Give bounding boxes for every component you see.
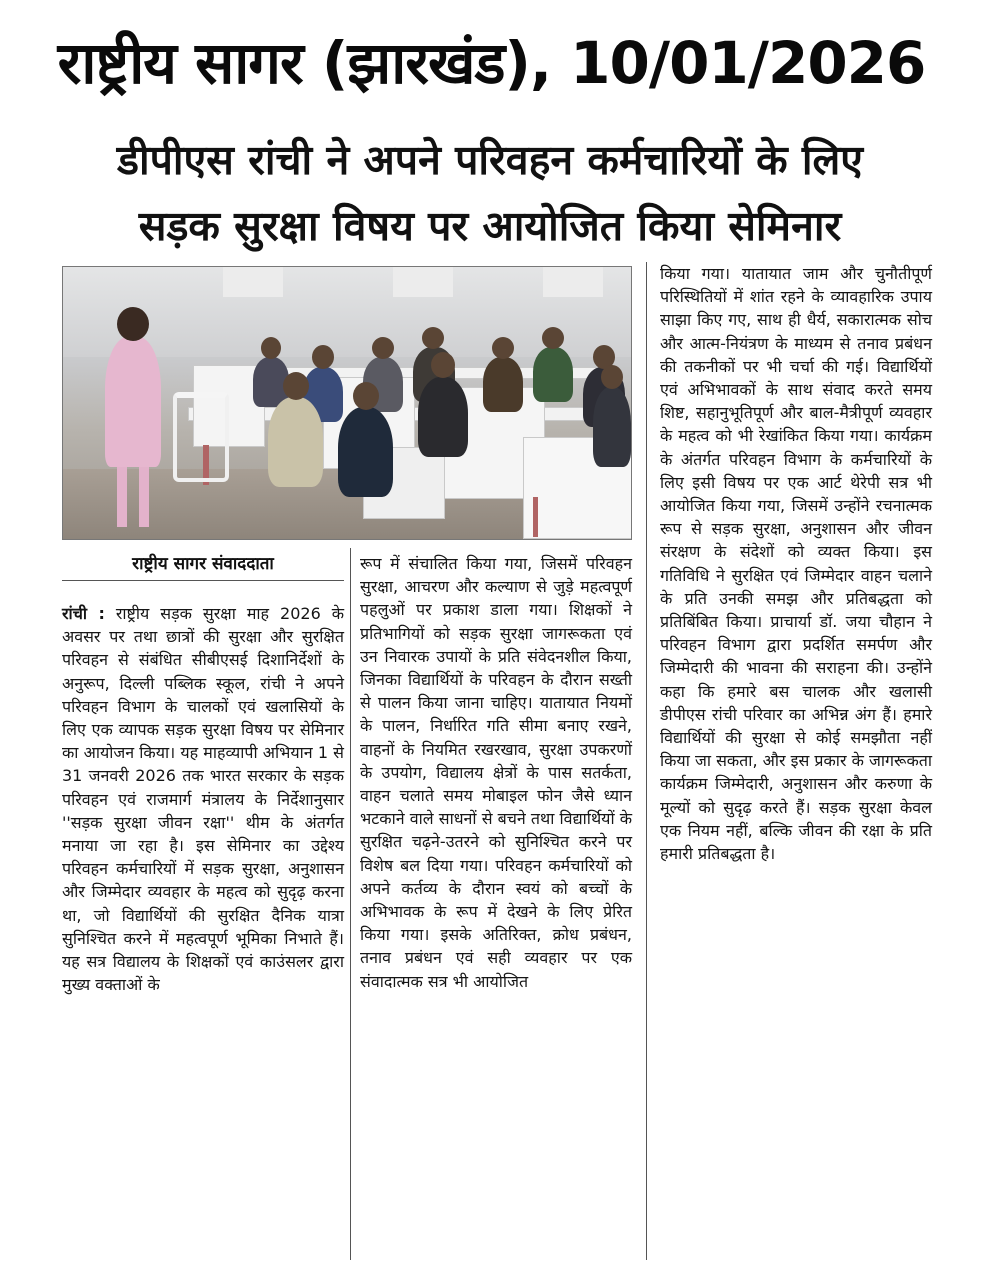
- newspaper-masthead: राष्ट्रीय सागर (झारखंड), 10/01/2026: [57, 28, 926, 97]
- headline-line-2: सड़क सुरक्षा विषय पर आयोजित किया सेमिनार: [138, 202, 842, 250]
- article-column-2: [360, 552, 632, 993]
- byline: राष्ट्रीय सागर संवाददाता: [132, 554, 274, 574]
- byline-rule: [62, 580, 344, 581]
- column-rule: [350, 548, 351, 1260]
- column-rule: [646, 262, 647, 1260]
- dateline: रांची :: [62, 604, 105, 623]
- article-text-3: किया गया। यातायात जाम और चुनौतीपूर्ण परिस्थितियों में शांत रहने के व्यावहारिक उपाय साझा किए गए, साथ ही धैर्य, सकारात्मक सोच और आत्म-नियंत्रण के माध्यम से तनाव प्रबंधन की तकनीकों पर भी चर्चा की गई। विद्यार्थियों एवं अभिभावकों के साथ संवाद करते समय शिष्ट, सहानुभूतिपूर्ण और बाल-मैत्रीपूर्ण व्यवहार के महत्व को भी रेखांकित किया गया। कार्यक्रम के अंतर्गत परिवहन विभाग के कर्मचारियों के लिए इसी विषय पर एक आर्ट थेरेपी सत्र भी आयोजित किया गया, जिसमें उन्होंने रचनात्मक रूप से सड़क सुरक्षा, अनुशासन और जीवन संरक्षण के संदेशों को व्यक्त किया। इस गतिविधि ने सुरक्षित एवं जिम्मेदार वाहन चलाने के प्रति उनकी समझ और प्रतिबद्धता को प्रतिबिंबित किया। प्राचार्या डॉ. जया चौहान ने परिवहन विभाग द्वारा प्रदर्शित समर्पण और जिम्मेदारी की भावना की सराहना की। उन्होंने कहा कि हमारे बस चालक और खलासी डीपीएस रांची परिवार का अभिन्न अंग हैं। हमारे विद्यार्थियों की सुरक्षा से कोई समझौता नहीं किया जा सकता, और इस प्रकार के जागरूकता कार्यक्रम जिम्मेदारी, अनुशासन और करुणा के मूल्यों को सुदृढ़ करते हैं। सड़क सुरक्षा केवल एक नियम नहीं, बल्कि जीवन की रक्षा के प्रति हमारी प्रतिबद्धता है।: [660, 264, 932, 864]
- seminar-photo: [62, 266, 632, 540]
- headline-line-1: डीपीएस रांची ने अपने परिवहन कर्मचारियों के लिए: [117, 136, 863, 184]
- article-text-1: राष्ट्रीय सड़क सुरक्षा माह 2026 के अवसर पर तथा छात्रों की सुरक्षा और सुरक्षित परिवहन से संबंधित सीबीएसई दिशानिर्देशों के अनुरूप, दिल्ली पब्लिक स्कूल, रांची ने अपने परिवहन विभाग के चालकों एवं खलासियों के लिए एक व्यापक सड़क सुरक्षा विषय पर सेमिनार का आयोजन किया। यह माहव्यापी अभियान 1 से 31 जनवरी 2026 तक भारत सरकार के सड़क परिवहन एवं राजमार्ग मंत्रालय के निर्देशानुसार ''सड़क सुरक्षा जीवन रक्षा'' थीम के अंतर्गत मनाया जा रहा है। इस सेमिनार का उद्देश्य परिवहन कर्मचारियों में सड़क सुरक्षा, अनुशासन और जिम्मेदार व्यवहार के महत्व को सुदृढ़ करना था, जो विद्यार्थियों की सुरक्षित दैनिक यात्रा सुनिश्चित करने में महत्वपूर्ण भूमिका निभाते हैं। यह सत्र विद्यालय के शिक्षकों एवं काउंसलर द्वारा मुख्य वक्ताओं के: [62, 604, 345, 995]
- article-column-1: [62, 602, 344, 996]
- article-text-2: रूप में संचालित किया गया, जिसमें परिवहन सुरक्षा, आचरण और कल्याण से जुड़े महत्वपूर्ण पहलुओं पर प्रकाश डाला गया। शिक्षकों ने प्रतिभागियों को सड़क सुरक्षा जागरूकता एवं उन निवारक उपायों के प्रति संवेदनशील किया, जिनका विद्यार्थियों के परिवहन के दौरान सख्ती से पालन किया जाना चाहिए। यातायात नियमों के पालन, निर्धारित गति सीमा बनाए रखने, वाहनों के नियमित रखरखाव, सुरक्षा उपकरणों के उपयोग, विद्यालय क्षेत्रों के पास सतर्कता, वाहन चलाते समय मोबाइल फोन जैसे ध्यान भटकाने वाले साधनों से बचने तथा विद्यार्थियों के सुरक्षित चढ़ने-उतरने को सुनिश्चित करने पर विशेष बल दिया गया। परिवहन कर्मचारियों को अपने कर्तव्य के दौरान स्वयं को बच्चों के अभिभावक के रूप में देखने के लिए प्रेरित किया गया। इसके अतिरिक्त, क्रोध प्रबंधन, तनाव प्रबंधन एवं सही व्यवहार पर एक संवादात्मक सत्र भी आयोजित: [360, 554, 632, 991]
- article-column-3: [660, 262, 932, 865]
